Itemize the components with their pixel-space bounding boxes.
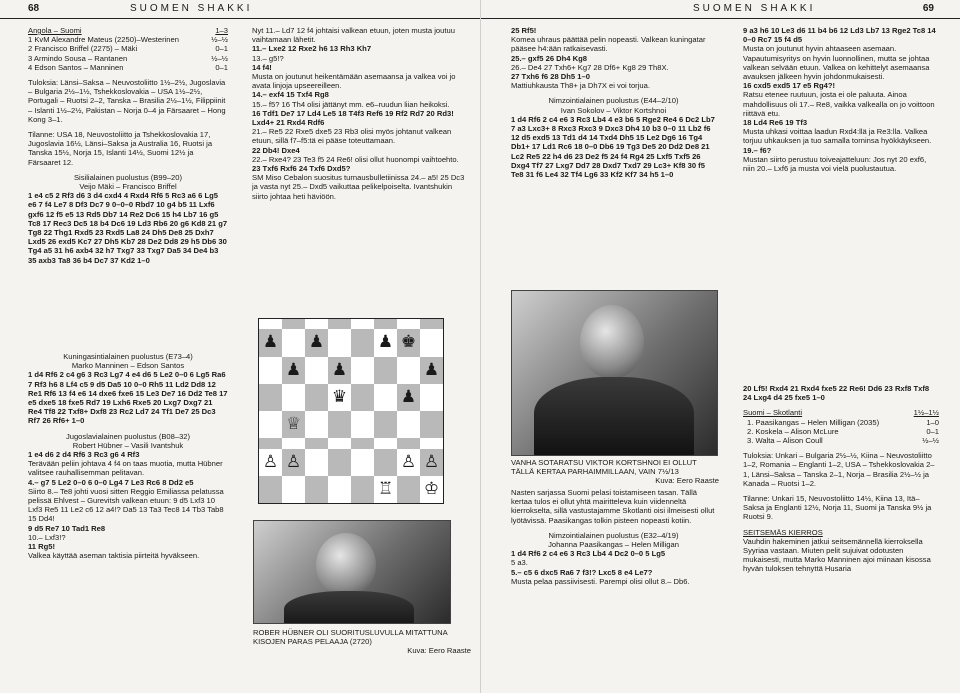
left-page-title: SUOMEN SHAKKI [130, 3, 253, 14]
game-moves: 1 d4 Rf6 2 c4 e6 3 Rc3 Lb4 4 Dc2 0–0 5 Lg5 [511, 549, 666, 559]
board-square [397, 384, 420, 411]
paragraph: Vauhdin hakeminen jatkui seitsemännellä kierroksella Syyriaa vastaan. Miuten pelit sujuivat odotusten mukaisesti, mutta Marko Manninen ajoi miinaan kisossa hyvän tuloksen tehnyttä Husaria [743, 536, 931, 574]
game-moves: 20 Lf5! Rxd4 21 Rxd4 fxe5 22 Re6! Dd6 23 Rxf8 Txf8 24 Lxg4 d4 25 fxe5 1–0 [743, 384, 930, 403]
paragraph: 21.– Re5 22 Rxe5 dxe5 23 Rb3 olisi myös johtanut valkean etuun, sillä f7–f5:tä ei pääse toteuttamaan. [252, 127, 452, 146]
board-square [305, 438, 328, 448]
paragraph: Mattiuhkausta Th8+ ja Dh7X ei voi torjua. [511, 81, 650, 91]
result-score: 0–1 [215, 62, 228, 72]
paragraph: 10.– Lxf3!? [28, 532, 66, 542]
game-moves: 16 Tdf1 De7 17 Ld4 Le5 18 T4f3 Ref6 19 Rf2 Rd7 20 Rd3! Lxd4+ 21 Rxd4 Rdf6 [252, 108, 454, 128]
paragraph: Musta uhkasi voittaa laadun Rxd4:llä ja Re3:lla. Valkea torjuu uhkauksen ja tuo samalla torninsa hyökkäykseen. [743, 127, 932, 146]
black-queen-icon: ♛ [331, 386, 348, 407]
board-square [374, 319, 397, 329]
board-square [259, 329, 282, 356]
paragraph: Robert Hübner – Vasili Ivantshuk [72, 440, 184, 450]
white-rook-icon: ♖ [377, 478, 394, 499]
board-square [305, 329, 328, 356]
result-players: 1 KvM Alexandre Mateus (2250)–Westerinen [28, 35, 179, 45]
board-square [328, 476, 351, 503]
paragraph: Valkea käyttää aseman taktisia piirteitä hyväkseen. [28, 551, 200, 561]
black-pawn-icon: ♟ [377, 332, 394, 353]
right-page [480, 0, 960, 693]
result-score: 1–3 [215, 26, 228, 35]
board-square [420, 319, 443, 329]
left-page-header [0, 0, 480, 19]
photo-hubner-head [316, 533, 376, 597]
board-square [259, 357, 282, 384]
game-moves: 11 Rg5! [28, 542, 56, 552]
board-square [397, 476, 420, 503]
board-square [259, 319, 282, 329]
paragraph: Veijo Mäki – Francisco Briffel [79, 182, 177, 192]
board-square [259, 411, 282, 438]
paragraph: Terävään peliin johtava 4 f4 on taas muotia, mutta Hübner valitsee rauhallisemman pelitavan. [28, 459, 223, 478]
game-moves: 18 Ld4 Re6 19 Tf3 [743, 118, 808, 128]
board-square [282, 411, 305, 438]
board-square [420, 357, 443, 384]
result-players: 3. Walta – Alison Coull [747, 436, 823, 446]
paragraph: Musta pelaa passiivisesti. Parempi olisi ollut 8.– Db6. [511, 576, 690, 586]
result-row [743, 427, 939, 436]
left-column-top [28, 26, 228, 341]
board-square [374, 357, 397, 384]
board-square [351, 384, 374, 411]
game-moves: 22 Db4! Dxe4 [252, 145, 300, 155]
paragraph: Komea uhraus päättää pelin nopeasti. Valkean kuningatar pääsee h4:ään ratkaisevasti. [511, 35, 706, 54]
result-score: 1½–1½ [913, 408, 939, 418]
game-moves: 16 cxd5 exd5 17 e5 Rg4?! [743, 81, 836, 91]
photo-viktor-kortshnoi [511, 290, 718, 456]
paragraph: Johanna Paasikangas – Helen Milligan [548, 540, 679, 550]
white-king-icon: ♔ [423, 478, 440, 499]
board-square [328, 357, 351, 384]
game-moves: 27 Txh6 f6 28 Dh5 1–0 [511, 72, 590, 82]
board-square [282, 438, 305, 448]
game-moves: 1 e4 d6 2 d4 Rf6 3 Rc3 g6 4 Rf3 [28, 450, 140, 460]
paragraph: 15.– f5? 16 Th4 olisi jättänyt mm. e6–ruudun liian heikoksi. [252, 99, 450, 109]
paragraph: Siirto 8.– Te8 johti vuosi sitten Reggio Emiliassa pelatussa pelissä Ehlvest – Gurevitsh valkean etuun: 9 d5 Lxf3 10 Lxf3 Re5 11 Le2 c6 12 a4!? Da5 13 Ta3 Tec8 14 Tb3 Tab8 15 Dd4! [28, 486, 224, 524]
right-column-left-top [511, 26, 716, 281]
board-square [397, 357, 420, 384]
right-column-left-bottom [511, 488, 716, 688]
board-square [351, 357, 374, 384]
paragraph: Ratsu etenee ruutuun, josta ei ole paluuta. Ainoa mahdollisuus oli 17.– Re8, vaikka valkealla on jo voittoon riittävä etu. [743, 90, 935, 118]
board-square [351, 329, 374, 356]
result-row [28, 44, 228, 53]
paragraph: Tuloksia: Länsi–Saksa – Neuvostoliitto 1½–2½, Jugoslavia – Bulgaria 2½–1½, Tshekkoslovakia – USA 1½–2½, Portugali – Ruotsi 2–2, Tanska – Brasilia 2½–1½, Filippiinit – Islanti 1½–2½, Pakistan – Norja 0–4 ja Färsaaret – Hong Kong 3–1. [28, 78, 226, 124]
board-square [328, 411, 351, 438]
result-players: 2. Koskela – Alison McLure [747, 426, 839, 436]
board-square [328, 449, 351, 476]
paragraph: 5 a3. [511, 558, 528, 568]
result-row [28, 54, 228, 63]
game-moves: 5.– c5 6 dxc5 Ra6 7 f3!? Lxc5 8 e4 Le7? [511, 567, 653, 577]
board-square [351, 476, 374, 503]
paragraph: Sisilialainen puolustus (B99–20) [73, 172, 183, 182]
board-square [397, 438, 420, 448]
result-row [743, 418, 939, 427]
result-row [28, 35, 228, 44]
board-square [305, 319, 328, 329]
result-players: 3 Armindo Sousa – Rantanen [28, 53, 128, 63]
photo-robert-hubner [253, 520, 451, 624]
paragraph: Musta on joutunut hyvin ahtaaseen asemaan. Vapautumisyritys on hyvin luonnollinen, mutta se johtaa valkean selvään etuun. Valkea on kehittelyt asemaansa avauksen jälkeen hyvin johdonmukaisesti. [743, 44, 930, 82]
result-row [743, 436, 939, 445]
paragraph: 26.– De4 27 Txh6+ Kg7 28 Df6+ Kg8 29 Th8X. [511, 62, 669, 72]
result-players: 1. Paasikangas – Helen Milligan (2035) [747, 417, 880, 427]
board-square [305, 411, 328, 438]
photo-hubner-body [284, 591, 414, 624]
paragraph: Jugoslavialainen puolustus (B08–32) [65, 431, 191, 441]
white-queen-icon: ♕ [285, 414, 302, 435]
middle-column [252, 26, 470, 308]
board-square [328, 384, 351, 411]
game-moves: 9 d5 Re7 10 Tad1 Re8 [28, 523, 106, 533]
paragraph: Nyt 11.– Ld7 12 f4 johtaisi valkean etuun, joten musta joutuu vaihtamaan lähetit. [252, 26, 455, 45]
white-pawn-icon: ♙ [423, 451, 440, 472]
board-square [351, 319, 374, 329]
paragraph: SEITSEMÄS KIERROS [743, 527, 823, 537]
result-score: ½–½ [922, 436, 939, 446]
board-square [420, 329, 443, 356]
board-square [259, 476, 282, 503]
board-square [305, 449, 328, 476]
paragraph: Nimzointialainen puolustus (E44–2/10) [548, 96, 679, 106]
photo-caption-top [511, 458, 719, 486]
board-square [397, 319, 420, 329]
paragraph: Mustan siirto perustuu toiveajatteluun: Jos nyt 20 exf6, niin 20.– Lxf6 ja musta voi vielä puolustautua. [743, 154, 927, 174]
board-square [374, 384, 397, 411]
right-page-header [481, 0, 960, 19]
result-row [28, 26, 228, 35]
game-moves: 14.– exf4 15 Txf4 Rg8 [252, 90, 329, 100]
left-page-number: 68 [28, 3, 40, 14]
chess-diagram [258, 318, 444, 504]
result-players: Suomi – Skotlanti [743, 408, 803, 418]
paragraph: 22.– Rxe4? 23 Te3 f5 24 Re6! olisi ollut huonompi vaihtoehto. [252, 154, 459, 164]
board-square [420, 411, 443, 438]
left-column-bottom [28, 352, 228, 682]
board-square [282, 384, 305, 411]
board-square [282, 329, 305, 356]
board-square [420, 449, 443, 476]
black-pawn-icon: ♟ [331, 359, 348, 380]
game-moves: 1 d4 Rf6 2 c4 g6 3 Rc3 Lg7 4 e4 d6 5 Le2 0–0 6 Lg5 Ra6 7 Rf3 h6 8 Lf4 c5 9 d5 Da5 10 0–0 Rh5 11 Ld2 Dd8 12 Re1 Rf6 13 f4 e6 14 dxe6 fxe6 15 Le3 De7 16 Dd2 Te8 17 e5 dxe5 18 fxe5 Rd7 19 Lxh6 Rxe5 20 Lxg7 Dxg7 21 Re4 Tf8 22 Txf8+ Dxf8 23 Rc2 Ld7 24 Tf1 De7 25 Dc3 Rf7 26 Rf6+ 1–0 [28, 370, 228, 426]
board-square [397, 329, 420, 356]
right-column-right-top [743, 26, 939, 374]
result-score: ½–½ [211, 35, 228, 45]
board-square [282, 476, 305, 503]
board-square [282, 449, 305, 476]
result-players: Angola – Suomi [28, 26, 82, 35]
black-pawn-icon: ♟ [423, 359, 440, 380]
paragraph: 13.– g5!? [252, 53, 284, 63]
board-square [305, 476, 328, 503]
board-square [328, 319, 351, 329]
game-moves: 25.– gxf5 26 Dh4 Kg8 [511, 53, 587, 63]
game-moves: 1 d4 Rf6 2 c4 e6 3 Rc3 Lb4 4 e3 b6 5 Rge2 Re4 6 Dc2 Lb7 7 a3 Lxc3+ 8 Rxc3 Rxc3 9 Dxc3 Dh4 10 b3 0–0 11 Lb2 f6 12 d5 exd5 13 Td1 d4 14 Txd4 Dh5 15 Le2 Dg6 16 Tg4 Db1+ 17 Ld1 Rc6 18 0–0 Db6 19 Tg3 De5 20 Dd2 De8 21 Lc2 Re5 22 h4 d6 23 De2 f5 24 f4 Rg4 25 Lxf5 Txf5 26 Dxg4 Tf7 27 Lxg7 Dd7 28 Dxd7 Txd7 29 Lc3+ Kf8 30 f5 Te8 31 f6 Le4 32 Tf4 Lg6 33 Kf2 Kf7 34 h5 1–0 [511, 114, 715, 180]
board-square [351, 449, 374, 476]
board-square [259, 438, 282, 448]
result-row [28, 63, 228, 72]
game-moves: 19.– f6? [743, 145, 772, 155]
board-square [259, 384, 282, 411]
photo-caption-bottom [253, 628, 471, 656]
board-square [397, 449, 420, 476]
caption-bottom-credit: Kuva: Eero Raaste [407, 646, 471, 656]
result-score: 0–1 [926, 426, 939, 436]
board-square [282, 319, 305, 329]
board-square [420, 384, 443, 411]
board-square [374, 329, 397, 356]
black-king-icon: ♚ [400, 332, 417, 353]
white-pawn-icon: ♙ [285, 451, 302, 472]
board-square [374, 449, 397, 476]
caption-top-text: VANHA SOTARATSU VIKTOR KORTSHNOI EI OLLUT TÄLLÄ KERTAA PARHAIMMILLAAN, VAIN 7½/13 [511, 458, 697, 477]
black-pawn-icon: ♟ [262, 332, 279, 353]
caption-bottom-text: ROBER HÜBNER OLI SUORITUSLUVULLA MITATTUNA KISOJEN PARAS PELAAJA (2720) [253, 628, 448, 647]
board-square [397, 411, 420, 438]
board-square [374, 476, 397, 503]
game-moves: 25 Rf5! [511, 26, 537, 35]
board-square [259, 449, 282, 476]
paragraph: Tuloksia: Unkari – Bulgaria 2½–½, Kiina – Neuvostoliitto 1–2, Romania – Englanti 1–2, USA – Tshekkoslovakia 2–1, Länsi–Saksa – Tanska 2–1, Norja – Brasilia 2½–½ ja Kanada – Ruotsi 1–2. [743, 451, 935, 488]
paragraph: Musta on joutunut heikentämään asemaansa ja valkea voi jo avata linjoja upseereilleen. [252, 72, 456, 91]
caption-top-credit: Kuva: Eero Raaste [655, 476, 719, 486]
board-square [420, 476, 443, 503]
board-square [305, 357, 328, 384]
white-pawn-icon: ♙ [400, 451, 417, 472]
paragraph: Marko Manninen – Edson Santos [71, 361, 185, 371]
board-square [328, 438, 351, 448]
right-page-number: 69 [922, 3, 934, 14]
white-pawn-icon: ♙ [262, 451, 279, 472]
black-pawn-icon: ♟ [285, 359, 302, 380]
board-square [420, 438, 443, 448]
game-moves: 9 a3 h6 10 Le3 d6 11 b4 b6 12 Ld3 Lb7 13 Rge2 Tc8 14 0–0 Rc7 15 f4 d5 [743, 26, 936, 45]
paragraph: Ivan Sokolov – Viktor Kortshnoi [560, 105, 667, 115]
board-square [282, 357, 305, 384]
board-square [351, 411, 374, 438]
game-moves: 1 e4 c5 2 Rf3 d6 3 d4 cxd4 4 Rxd4 Rf6 5 Rc3 a6 6 Lg5 e6 7 f4 Le7 8 Df3 Dc7 9 0–0–0 Rbd7 10 g4 b5 11 Lxf6 gxf6 12 f5 e5 13 Rd5 Db7 14 Re2 Dc6 15 h4 Lb7 16 g5 Tc8 17 Rec3 Dc5 18 b4 Dc6 19 Ld3 Rb6 20 g6 Kd8 21 g7 Tg8 22 Thg1 Rxd5 23 Rxd5 La8 24 Dh5 De8 25 Dxh7 Lxd5 26 exd5 Kc7 27 Dh5 Kb7 28 De2 Dd8 29 h5 Db6 30 Tg4 a5 31 h6 axb4 32 h7 Txg7 33 Txg7 Da5 34 De4 b3 35 axb3 Ta8 36 b4 Dc7 37 Kd2 1–0 [28, 191, 228, 265]
paragraph: Kuningasintialainen puolustus (E73–4) [63, 352, 193, 361]
game-moves: 14 f4! [252, 62, 272, 72]
result-score: 1–0 [926, 417, 939, 427]
right-column-right-bottom [743, 384, 939, 688]
board-square [374, 411, 397, 438]
black-pawn-icon: ♟ [308, 332, 325, 353]
paragraph: Nimzointialainen puolustus (E32–4/19) [548, 530, 679, 540]
photo-kortshnoi-body [534, 377, 694, 456]
black-pawn-icon: ♟ [400, 386, 417, 407]
paragraph: Nasten sarjassa Suomi pelasi toistamiseen tasan. Tällä kertaa tulos ei ollut yhtä mairitteleva kuin viidenneltä kierrokselta, sillä vastustajamme Skotlanti oisi ilmeisesti ollut lyötävissä. Paasikangas tolkin pisteen nopeasti kotiin. [511, 488, 715, 525]
game-moves: 4.– g7 5 Le2 0–0 6 0–0 Lg4 7 Le3 Rc6 8 Dd2 e5 [28, 477, 194, 487]
board-square [328, 329, 351, 356]
result-row [743, 408, 939, 417]
paragraph: Tilanne: USA 18, Neuvostoliitto ja Tshekkoslovakia 17, Jugoslavia 16½, Länsi–Saksa ja Australia 16, Ruotsi ja Tanska 15½, Norja 15, Islanti 14½, Suomi 12½ ja Färsaaret 12. [28, 130, 213, 167]
photo-kortshnoi-head [580, 305, 644, 379]
board-square [305, 384, 328, 411]
result-score: ½–½ [211, 53, 228, 63]
result-players: 4 Edson Santos – Manninen [28, 62, 124, 72]
game-moves: 11.– Lxe2 12 Rxe2 h6 13 Rh3 Kh7 [252, 44, 372, 54]
paragraph: Tilanne: Unkari 15, Neuvostoliitto 14½, Kiina 13, Itä–Saksa ja Englanti 12½, Norja 11, Suomi ja Tanska 9½ ja Ruotsi 9. [743, 494, 932, 522]
result-score: 0–1 [215, 44, 228, 54]
right-page-title: SUOMEN SHAKKI [693, 3, 816, 14]
board-square [374, 438, 397, 448]
result-players: 2 Francisco Briffel (2275) – Mäki [28, 44, 138, 54]
board-square [351, 438, 374, 448]
paragraph: SM Miso Cebalon suositus turnausbulletiinissa 24.– a5! 25 Dc3 ja vasta nyt 25.– Dxd5 vaikuttaa pelikelpoiselta. Ivantshukin siirto johtaa heti häviöön. [252, 173, 465, 201]
game-moves: 23 Txf6 Rxf6 24 Txf6 Dxd5? [252, 164, 351, 174]
